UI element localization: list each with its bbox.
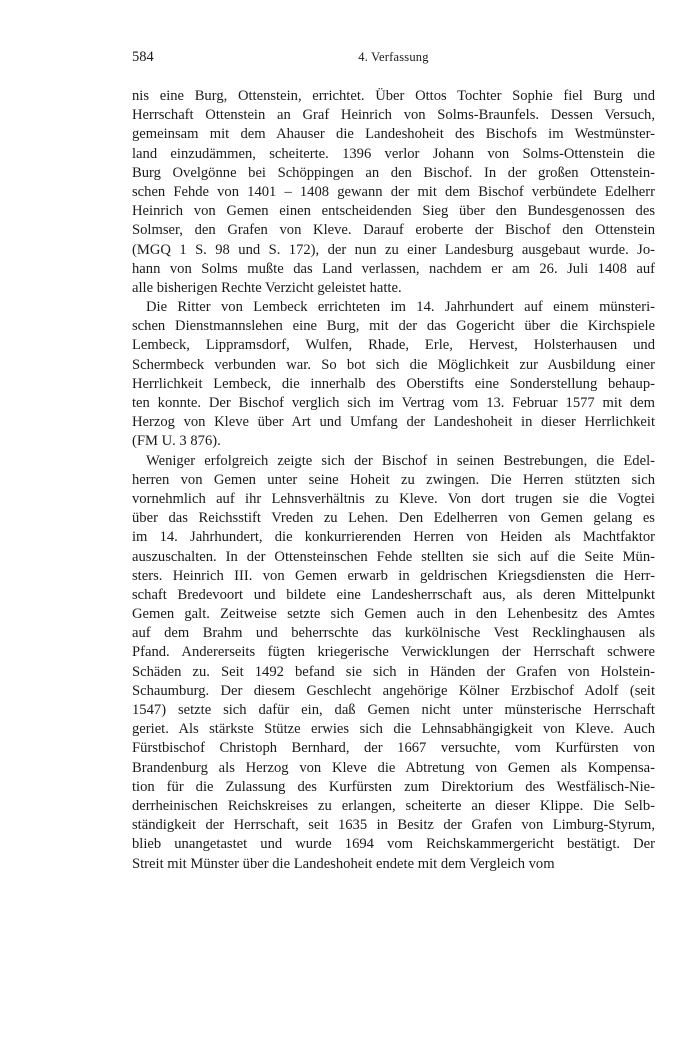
text-line: schaft Bredevoort und bildete eine Landesherrschaft aus, als deren Mittelpunkt	[132, 586, 655, 603]
text-line: Pfand. Andererseits fügten kriegerische Verwicklungen der Herrschaft schwere	[132, 644, 655, 661]
page-number: 584	[132, 49, 154, 65]
text-line: Solmser, den Grafen von Kleve. Darauf eroberte der Bischof den Ottenstein	[132, 222, 655, 239]
text-line: Schaumburg. Der diesem Geschlecht angehörige Kölner Erzbischof Adolf (seit	[132, 682, 655, 699]
text-line: (MGQ 1 S. 98 und S. 172), der nun zu einer Landesburg ausgebaut wurde. Jo-	[132, 241, 655, 258]
text-line: sters. Heinrich III. von Gemen erwarb in geldrischen Kriegsdiensten die Herr-	[132, 567, 655, 584]
text-line: gemeinsam mit dem Ahauser die Landeshoheit des Bischofs im Westmünster-	[132, 126, 655, 143]
text-line: herren von Gemen unter seine Hoheit zu zwingen. Die Herren stützten sich	[132, 471, 655, 488]
text-line: Schermbeck verbunden war. So bot sich die Möglichkeit zur Ausbildung einer	[132, 356, 655, 373]
text-line: ten konnte. Der Bischof verglich sich im Vertrag vom 13. Februar 1577 mit dem	[132, 395, 655, 411]
text-line: vornehmlich auf ihr Lehnsverhältnis zu Kleve. Von dort trugen sie die Vogtei	[132, 490, 655, 507]
text-line: im 14. Jahrhundert, die konkurrierenden Herren von Heiden als Machtfaktor	[132, 529, 655, 546]
paragraph	[132, 87, 655, 298]
text-line: nis eine Burg, Ottenstein, errichtet. Über Ottos Tochter Sophie fiel Burg und	[132, 88, 655, 104]
text-line: ständigkeit der Herrschaft, seit 1635 in Besitz der Grafen von Limburg-Styrum,	[132, 817, 655, 834]
text-line: 1547) setzte sich dafür ein, daß Gemen nicht unter münsterische Herrschaft	[132, 702, 655, 718]
text-line: Weniger erfolgreich zeigte sich der Bischof in seinen Bestrebungen, die Edel-	[146, 452, 655, 469]
text-line: über das Reichsstift Vreden zu Lehen. Den Edelherren von Gemen gelang es	[132, 510, 655, 527]
text-line: Streit mit Münster über die Landeshoheit endete mit dem Vergleich vom	[132, 855, 555, 872]
text-line: tion für die Zulassung des Kurfürsten zum Direktorium des Westfälisch-Nie-	[132, 778, 655, 795]
text-line: Lembeck, Lippramsdorf, Wulfen, Rhade, Erle, Hervest, Holsterhausen und	[132, 337, 655, 354]
running-head: 4. Verfassung	[358, 50, 429, 64]
text-line: auszuschalten. In der Ottensteinschen Fehde stellten sie sich auf die Seite Mün-	[132, 548, 655, 565]
text-line: Herzog von Kleve über Art und Umfang der Landeshoheit in dieser Herrlichkeit	[132, 414, 655, 431]
body-text	[132, 87, 655, 874]
text-line: geriet. Als stärkste Stütze erwies sich die Lehnsabhängigkeit von Kleve. Auch	[132, 721, 655, 738]
text-line: auf dem Brahm und beherrschte das kurkölnische Vest Recklinghausen als	[132, 625, 655, 642]
text-line: Brandenburg als Herzog von Kleve die Abtretung von Gemen als Kompensa-	[132, 759, 655, 776]
text-line: schen Dienstmannslehen eine Burg, mit der das Gogericht über die Kirchspiele	[132, 318, 655, 335]
text-line: schen Fehde von 1401 – 1408 gewann der mit dem Bischof verbündete Edelherr	[132, 183, 655, 200]
text-line: Burg Ovelgönne bei Schöppingen an den Bischof. In der großen Ottenstein-	[132, 164, 655, 181]
text-line: Schäden zu. Seit 1492 befand sie sich in Händen der Grafen von Holstein-	[132, 663, 655, 680]
text-line: alle bisherigen Rechte Verzicht geleistet hatte.	[132, 279, 402, 296]
text-line: Herrschaft Ottenstein an Graf Heinrich von Solms-Braunfels. Dessen Versuch,	[132, 107, 655, 124]
text-line: Gemen galt. Zeitweise setzte sich Gemen auch in den Lehenbesitz des Amtes	[132, 606, 655, 623]
text-line: Fürstbischof Christoph Bernhard, der 1667 versuchte, vom Kurfürsten von	[132, 740, 655, 757]
text-line: derrheinischen Reichskreises zu erlangen, scheiterte an dieser Klippe. Die Selb-	[132, 797, 655, 814]
text-line: Heinrich von Gemen einen entscheidenden Sieg über den Bundesgenossen des	[132, 203, 655, 220]
text-line: land einzudämmen, scheiterte. 1396 verlor Johann von Solms-Ottenstein die	[132, 145, 655, 162]
text-line: Die Ritter von Lembeck errichteten im 14. Jahrhundert auf einem münsteri-	[146, 299, 655, 316]
text-line: hann von Solms mußte das Land verlassen, nachdem er am 26. Juli 1408 auf	[132, 260, 655, 277]
page-header	[132, 49, 655, 69]
text-line: (FM U. 3 876).	[132, 433, 221, 450]
text-line: Herrlichkeit Lembeck, die innerhalb des Oberstifts eine Sonderstellung behaup-	[132, 375, 655, 392]
text-line: blieb unangetastet und wurde 1694 vom Reichskammergericht bestätigt. Der	[132, 836, 655, 853]
paragraph	[132, 452, 655, 874]
paragraph	[132, 298, 655, 452]
